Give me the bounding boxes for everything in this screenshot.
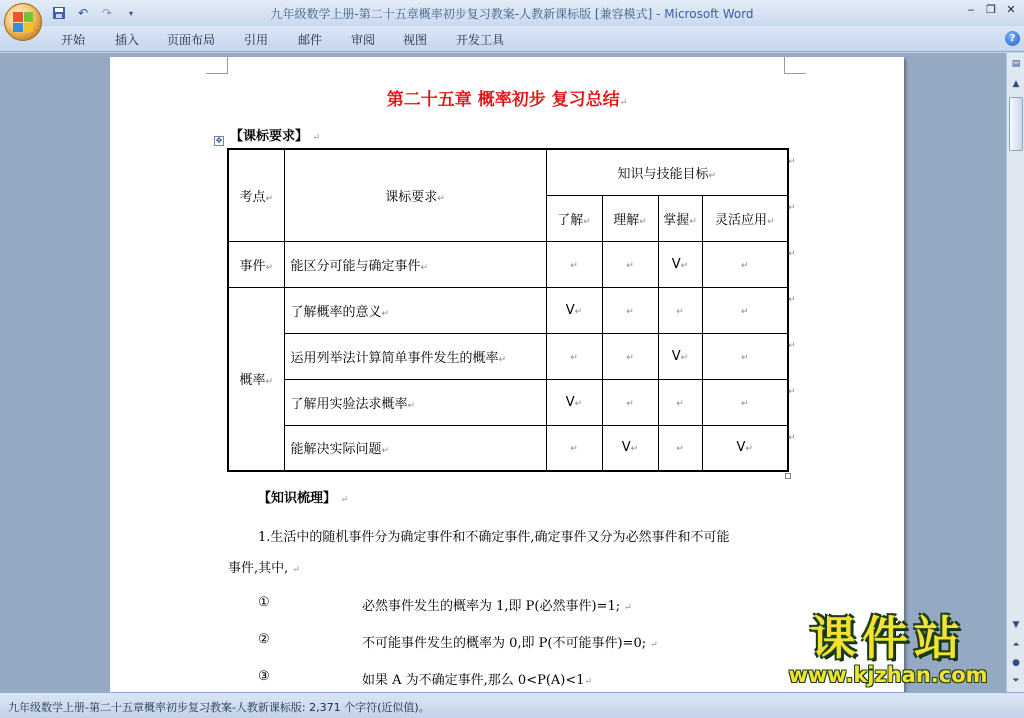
scroll-thumb[interactable]	[1009, 97, 1023, 151]
row-end-mark: ↵	[788, 249, 796, 259]
title-bar	[0, 0, 1024, 26]
requirement-cell: 能解决实际问题↵	[284, 425, 546, 471]
row-end-mark: ↵	[788, 341, 796, 351]
mark-cell: ↵	[702, 241, 788, 287]
view-ruler-icon[interactable]: ▤	[1011, 59, 1021, 69]
header-requirements: 课标要求↵	[284, 149, 546, 241]
mark-cell: V↵	[702, 425, 788, 471]
mark-cell: ↵	[658, 287, 702, 333]
window-title	[0, 5, 1024, 22]
app-name: Microsoft Word	[664, 7, 754, 21]
level-apply: 灵活应用↵	[702, 195, 788, 241]
group-text: 事件	[239, 258, 266, 274]
requirement-text: 了解概率的意义	[290, 304, 382, 320]
tab-insert[interactable]: 插入	[115, 33, 140, 47]
mark-cell: ↵	[602, 287, 658, 333]
group-probability: 概率↵	[228, 287, 284, 471]
table-row	[228, 287, 788, 333]
mark-cell: V↵	[546, 379, 602, 425]
mark-cell: V↵	[546, 287, 602, 333]
level-text: 掌握	[663, 212, 690, 228]
list-item-number: ①	[258, 595, 270, 610]
maximize-icon[interactable]: ❐	[986, 3, 996, 16]
level-text: 灵活应用	[714, 212, 767, 228]
mark-cell: ↵	[602, 241, 658, 287]
group-text: 概率	[239, 373, 266, 389]
section-heading-requirements: 【课标要求】 ↵	[230, 129, 321, 144]
status-bar	[0, 692, 1024, 718]
office-logo-icon	[13, 12, 33, 32]
check-mark: V	[621, 440, 631, 456]
mark-cell: ↵	[702, 379, 788, 425]
mark-cell: ↵	[546, 333, 602, 379]
list-item-number: ③	[258, 669, 270, 684]
paragraph-text: 事件,其中,	[228, 561, 289, 576]
document-page[interactable]	[110, 57, 904, 692]
list-item: 不可能事件发生的概率为 0,即 P(不可能事件)=0; ↵	[362, 636, 658, 651]
group-event: 事件↵	[228, 241, 284, 287]
requirement-text: 了解用实验法求概率	[290, 396, 408, 412]
check-mark: V	[565, 394, 575, 410]
row-end-mark: ↵	[788, 387, 796, 397]
minimize-icon[interactable]: ‒	[967, 3, 975, 16]
tab-developer[interactable]: 开发工具	[456, 33, 505, 47]
office-button[interactable]	[4, 3, 42, 41]
row-end-mark: ↵	[788, 157, 796, 167]
mark-cell: ↵	[702, 333, 788, 379]
customize-toolbar-icon[interactable]: ▾	[128, 8, 133, 18]
watermark-url: www.kjzhan.com	[788, 663, 988, 687]
requirement-cell: 了解概率的意义↵	[284, 287, 546, 333]
tab-mailings[interactable]: 邮件	[298, 33, 323, 47]
row-end-mark: ↵	[788, 203, 796, 213]
document-title-text: 第二十五章 概率初步 复习总结	[386, 90, 620, 110]
redo-icon[interactable]: ↷	[101, 6, 113, 20]
check-mark: V	[736, 440, 746, 456]
mark-cell: ↵	[658, 379, 702, 425]
table-row	[228, 379, 788, 425]
next-page-icon[interactable]: ⏷	[1012, 676, 1020, 686]
mark-cell: V↵	[602, 425, 658, 471]
requirement-text: 能区分可能与确定事件	[290, 258, 421, 274]
scroll-down-icon[interactable]: ▼	[1012, 620, 1020, 630]
tab-references[interactable]: 引用	[244, 33, 269, 47]
margin-corner-left	[206, 57, 228, 74]
level-understand: 了解↵	[546, 195, 602, 241]
header-requirements-text: 课标要求	[385, 189, 438, 205]
requirement-text: 运用列举法计算简单事件发生的概率	[290, 350, 499, 366]
check-mark: V	[671, 348, 681, 364]
section-heading-knowledge: 【知识梳理】 ↵	[258, 491, 349, 506]
level-master: 掌握↵	[658, 195, 702, 241]
level-text: 理解	[613, 212, 640, 228]
mark-cell: ↵	[602, 379, 658, 425]
row-end-mark: ↵	[788, 433, 796, 443]
table-row	[228, 333, 788, 379]
tab-view[interactable]: 视图	[403, 33, 428, 47]
vertical-scrollbar[interactable]	[1006, 53, 1024, 692]
header-goal-text: 知识与技能目标	[617, 166, 709, 182]
requirement-text: 能解决实际问题	[290, 442, 382, 458]
mark-cell: ↵	[702, 287, 788, 333]
paragraph-line: 事件,其中, ↵	[228, 561, 300, 576]
requirement-cell: 了解用实验法求概率↵	[284, 379, 546, 425]
tab-review[interactable]: 审阅	[351, 33, 376, 47]
table-move-handle-icon[interactable]: ✥	[215, 136, 223, 145]
tab-page-layout[interactable]: 页面布局	[167, 33, 216, 47]
document-workspace	[0, 53, 1006, 692]
list-item: 如果 A 为不确定事件,那么 0<P(A)<1↵	[362, 673, 593, 688]
select-browse-object-icon[interactable]: ●	[1012, 658, 1020, 668]
level-comprehend: 理解↵	[602, 195, 658, 241]
tab-home[interactable]: 开始	[61, 33, 86, 47]
section2-text: 【知识梳理】	[258, 491, 337, 506]
paragraph-line	[258, 526, 730, 545]
check-mark: V	[671, 256, 681, 272]
previous-page-icon[interactable]: ⏶	[1012, 640, 1020, 650]
document-title: 第二十五章 概率初步 复习总结↵	[386, 90, 628, 110]
list-item	[258, 595, 270, 610]
check-mark: V	[565, 302, 575, 318]
header-kaodian-text: 考点	[239, 189, 266, 205]
mark-cell: ↵	[546, 425, 602, 471]
scroll-up-icon[interactable]: ▲	[1012, 79, 1020, 89]
requirements-table	[227, 148, 789, 472]
undo-icon[interactable]: ↶	[77, 6, 89, 20]
ribbon-tab-bar	[0, 26, 1024, 52]
list-item	[258, 632, 270, 647]
paragraph-text: 1.生活中的随机事件分为确定事件和不确定事件,确定事件又分为必然事件和不可能	[258, 530, 730, 545]
section1-text: 【课标要求】	[230, 129, 309, 144]
margin-corner-right	[784, 57, 806, 74]
list-item: 必然事件发生的概率为 1,即 P(必然事件)=1; ↵	[362, 599, 632, 614]
header-kaodian: 考点↵	[228, 149, 284, 241]
list-item-number: ②	[258, 632, 270, 647]
watermark-logo	[770, 612, 1006, 692]
help-icon[interactable]: ?	[1005, 31, 1020, 46]
document-name: 九年级数学上册-第二十五章概率初步复习教案-人教新课标版 [兼容模式] -	[270, 7, 661, 21]
mark-cell: V↵	[658, 333, 702, 379]
mark-cell: V↵	[658, 241, 702, 287]
table-row	[228, 241, 788, 287]
close-icon[interactable]: ✕	[1006, 3, 1016, 16]
requirement-cell: 运用列举法计算简单事件发生的概率↵	[284, 333, 546, 379]
row-end-mark: ↵	[788, 295, 796, 305]
list-item	[258, 669, 270, 684]
requirement-cell: 能区分可能与确定事件↵	[284, 241, 546, 287]
window-controls	[962, 2, 1020, 18]
list-item-text: 如果 A 为不确定事件,那么 0<P(A)<1	[362, 673, 585, 688]
watermark-title: 课件站	[810, 611, 966, 665]
mark-cell: ↵	[658, 425, 702, 471]
level-text: 了解	[557, 212, 584, 228]
mark-cell: ↵	[602, 333, 658, 379]
header-goal: 知识与技能目标↵	[546, 149, 788, 195]
list-item-text: 不可能事件发生的概率为 0,即 P(不可能事件)=0;	[362, 636, 647, 651]
list-item-text: 必然事件发生的概率为 1,即 P(必然事件)=1;	[362, 599, 621, 614]
table-row	[228, 425, 788, 471]
mark-cell: ↵	[546, 241, 602, 287]
table-resize-handle[interactable]	[785, 473, 791, 479]
status-text: 九年级数学上册-第二十五章概率初步复习教案-人教新课标版: 2,371 个字符(近似值)。	[8, 701, 430, 714]
